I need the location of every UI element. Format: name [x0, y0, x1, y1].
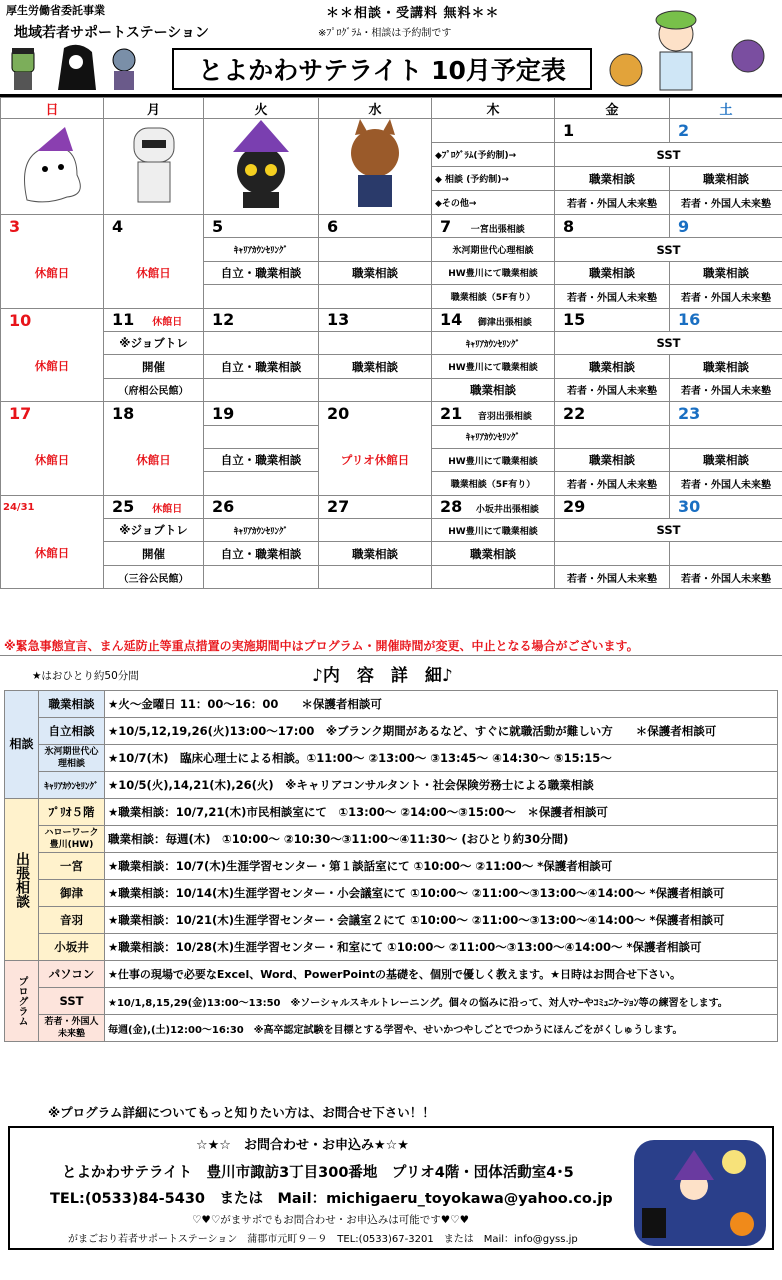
date-28-note: 小坂井出張相談	[475, 505, 539, 516]
detail-ichinomiya: ★職業相談：10/7(木)生涯学習センター・第１談話室にて ①10:00～ ②11:00～ *保護者相談可	[105, 853, 778, 880]
label-mito: 御津	[39, 880, 105, 907]
event-hikawa: 氷河期世代心理相談	[432, 238, 555, 261]
event-career: ｷｬﾘｱｶｳﾝｾﾘﾝｸﾞ	[204, 238, 319, 261]
date-9: 9	[670, 215, 782, 238]
date-4: 4	[104, 215, 204, 238]
event-job: 職業相談	[319, 355, 432, 378]
event-hw: HW豊川にて職業相談	[432, 355, 555, 378]
ghost-illustration	[1, 119, 104, 215]
date-7-number: 7	[440, 216, 452, 236]
day-header-wed: 水	[319, 98, 432, 119]
date-23: 23	[670, 402, 782, 425]
event-hw: HW豊川にて職業相談	[432, 519, 555, 542]
star-note: ★はおひとり約50分間	[32, 670, 139, 682]
date-21-number: 21	[440, 403, 463, 423]
event-jobtr: ※ジョブトレ	[104, 519, 204, 542]
detail-young: 毎週(金),(土)12:00～16:30 ※高卒認定試験を目標とする学習や、せいかつやしごとでつかうにほんごをがくしゅうします。	[105, 1015, 778, 1042]
event-sst: SST	[555, 238, 782, 261]
date-11	[104, 308, 204, 331]
gamasapo-contact: がまごおり若者サポートステーション 蒲郡市元町９－９ TEL:(0533)67-3201 または Mail：info@gyss.jp	[68, 1234, 578, 1245]
legend-other: ◆その他→	[432, 191, 555, 215]
closed-day: 休館日	[1, 238, 104, 308]
date-11-note: 休館日	[152, 317, 183, 329]
werewolf-illustration	[319, 119, 432, 215]
date-5: 5	[204, 215, 319, 238]
date-14-note: 御津出張相談	[477, 318, 532, 329]
event-young: 若者・外国人未来塾	[555, 472, 670, 495]
event-jobtr: ※ジョブトレ	[104, 331, 204, 354]
free-notice: ＊＊相談・受講料 無料＊＊	[326, 6, 500, 21]
date-18: 18	[104, 402, 204, 425]
contact-phone-mail: TEL:(0533)84-5430 または Mail：michigaeru_toyokawa@yahoo.co.jp	[50, 1191, 613, 1207]
event-place: （府相公民館）	[104, 378, 204, 401]
label-pc: パソコン	[39, 961, 105, 988]
event-sst: SST	[555, 143, 782, 167]
event-job: 職業相談	[670, 355, 782, 378]
date-20: 20	[319, 402, 432, 425]
emergency-warning: ※緊急事態宣言、まん延防止等重点措置の実施期間中はプログラム・開催時間が変更、中止となる場合がございます。	[4, 639, 639, 653]
event-job: 職業相談	[432, 378, 555, 401]
event-job: 職業相談	[670, 448, 782, 471]
event-jiritsu: 自立・職業相談	[204, 448, 319, 471]
event-young: 若者・外国人未来塾	[670, 378, 782, 401]
date-3: 3	[1, 215, 104, 238]
event-kaisai: 開催	[104, 355, 204, 378]
calendar	[0, 97, 782, 589]
event-jiritsu: 自立・職業相談	[204, 542, 319, 565]
detail-title: ♪内 容 詳 細♪	[312, 666, 453, 686]
halloween-illustration	[634, 1140, 766, 1246]
date-7-note: 一宮出張相談	[470, 224, 525, 235]
label-kozakai: 小坂井	[39, 934, 105, 961]
label-job: 職業相談	[39, 691, 105, 718]
date-27: 27	[319, 495, 432, 518]
cat-illustration	[204, 119, 319, 215]
date-7	[432, 215, 555, 238]
event-young: 若者・外国人未来塾	[555, 285, 670, 308]
event-young: 若者・外国人未来塾	[670, 565, 782, 588]
mummy-illustration	[104, 119, 204, 215]
day-header-sun: 日	[1, 98, 104, 119]
detail-hw: 職業相談：毎週(木) ①10:00～ ②10:30～③11:00～④11:30～ (おひとり約30分間)	[105, 826, 778, 853]
event-job: 職業相談	[670, 167, 782, 191]
detail-purio: ★職業相談：10/7,21(木)市民相談室にて ①13:00～ ②14:00～③15:00～ ＊保護者相談可	[105, 799, 778, 826]
date-14	[432, 308, 555, 331]
detail-job: ★火～金曜日 11：00～16：00 ＊保護者相談可	[105, 691, 778, 718]
event-young: 若者・外国人未来塾	[555, 378, 670, 401]
label-hw: ハローワーク豊川(HW)	[39, 826, 105, 853]
event-job: 職業相談	[319, 261, 432, 284]
label-career: ｷｬﾘｱｶｳﾝｾﾘﾝｸﾞ	[39, 772, 105, 799]
label-hikawa: 氷河期世代心理相談	[39, 745, 105, 772]
date-29: 29	[555, 495, 670, 518]
date-22: 22	[555, 402, 670, 425]
character-illustrations	[608, 8, 778, 94]
event-job: 職業相談	[555, 261, 670, 284]
event-career: ｷｬﾘｱｶｳﾝｾﾘﾝｸﾞ	[204, 519, 319, 542]
date-24-31: 24/31	[1, 495, 104, 518]
details-table	[4, 690, 778, 1042]
date-25-number: 25	[112, 497, 135, 517]
event-jiritsu: 自立・職業相談	[204, 355, 319, 378]
reservation-note: ※ﾌﾟﾛｸﾞﾗﾑ・相談は予約制です	[318, 28, 452, 39]
date-1: 1	[555, 119, 670, 143]
event-place: （三谷公民館）	[104, 565, 204, 588]
date-19: 19	[204, 402, 319, 425]
detail-hikawa: ★10/7(木) 臨床心理士による相談。①11:00～ ②13:00～ ③13:45～ ④14:30～ ⑤15:15～	[105, 745, 778, 772]
detail-sst: ★10/1,8,15,29(金)13:00～13:50 ※ソーシャルスキルトレーニング。個々の悩みに沿って、対人ﾏﾅｰやｺﾐｭﾆｹｰｼｮﾝ等の練習をします。	[105, 988, 778, 1015]
date-28-number: 28	[440, 497, 463, 517]
date-21-note: 音羽出張相談	[477, 411, 532, 422]
date-10: 10	[1, 308, 104, 331]
detail-mito: ★職業相談：10/14(木)生涯学習センター・小会議室にて ①10:00～ ②11:00～③13:00～④14:00～ *保護者相談可	[105, 880, 778, 907]
date-2: 2	[670, 119, 782, 143]
label-young: 若者・外国人未来塾	[39, 1015, 105, 1042]
event-hw: HW豊川にて職業相談	[432, 448, 555, 471]
date-25-note: 休館日	[152, 504, 183, 516]
date-21	[432, 402, 555, 425]
date-28	[432, 495, 555, 518]
detail-career: ★10/5(火),14,21(木),26(火) ※キャリアコンサルタント・社会保険労務士による職業相談	[105, 772, 778, 799]
label-jiritsu: 自立相談	[39, 718, 105, 745]
closed-day: 休館日	[104, 425, 204, 495]
event-hw: HW豊川にて職業相談	[432, 261, 555, 284]
date-26: 26	[204, 495, 319, 518]
event-jiritsu: 自立・職業相談	[204, 261, 319, 284]
closed-day: 休館日	[1, 519, 104, 589]
gamasapo-note: ♡♥♡がまサポでもお問合わせ・お申込みは可能です♥♡♥	[192, 1214, 469, 1226]
footer-note: ※プログラム詳細についてもっと知りたい方は、お問合せ下さい！！	[48, 1105, 435, 1120]
event-career: ｷｬﾘｱｶｳﾝｾﾘﾝｸﾞ	[432, 331, 555, 354]
event-job: 職業相談	[432, 542, 555, 565]
category-program: プログラム	[5, 961, 39, 1042]
event-job: 職業相談	[555, 355, 670, 378]
event-sst: SST	[555, 331, 782, 354]
date-25	[104, 495, 204, 518]
event-job5f: 職業相談（5F有り）	[432, 285, 555, 308]
event-job5f: 職業相談（5F有り）	[432, 472, 555, 495]
closed-day: 休館日	[1, 425, 104, 495]
day-header-sat: 土	[670, 98, 782, 119]
event-kaisai: 開催	[104, 542, 204, 565]
date-16: 16	[670, 308, 782, 331]
page-title: とよかわサテライト 10月予定表	[172, 48, 592, 90]
event-job: 職業相談	[319, 542, 432, 565]
event-job: 職業相談	[670, 261, 782, 284]
contact-heading: ☆★☆ お問合わせ・お申込み★☆★	[196, 1138, 409, 1153]
label-otowa: 音羽	[39, 907, 105, 934]
date-12: 12	[204, 308, 319, 331]
closed-day: 休館日	[1, 331, 104, 401]
legend-consult: ◆ 相談 (予約制)→	[432, 167, 555, 191]
event-young: 若者・外国人未来塾	[555, 565, 670, 588]
detail-otowa: ★職業相談：10/21(木)生涯学習センター・会議室２にて ①10:00～ ②11:00～③13:00～④14:00～ *保護者相談可	[105, 907, 778, 934]
event-sst: SST	[555, 519, 782, 542]
date-11-number: 11	[112, 310, 135, 330]
day-header-tue: 火	[204, 98, 319, 119]
label-ichinomiya: 一宮	[39, 853, 105, 880]
contact-address: とよかわサテライト 豊川市諏訪3丁目300番地 プリオ4階・団体活動室4･5	[62, 1165, 574, 1181]
event-career: ｷｬﾘｱｶｳﾝｾﾘﾝｸﾞ	[432, 425, 555, 448]
day-header-fri: 金	[555, 98, 670, 119]
sponsor-label: 厚生労働省委託事業	[6, 4, 105, 17]
day-header-thu: 木	[432, 98, 555, 119]
detail-pc: ★仕事の現場で必要なExcel、Word、PowerPointの基礎を、個別で優しく教えます。★日時はお問合せ下さい。	[105, 961, 778, 988]
date-14-number: 14	[440, 310, 463, 330]
station-name: 地域若者サポートステーション	[14, 25, 210, 41]
event-young: 若者・外国人未来塾	[670, 472, 782, 495]
day-header-mon: 月	[104, 98, 204, 119]
date-15: 15	[555, 308, 670, 331]
label-purio: ﾌﾟﾘｵ５階	[39, 799, 105, 826]
date-30: 30	[670, 495, 782, 518]
event-job: 職業相談	[555, 448, 670, 471]
date-13: 13	[319, 308, 432, 331]
date-8: 8	[555, 215, 670, 238]
label-sst: SST	[39, 988, 105, 1015]
category-consult: 相談	[5, 691, 39, 799]
closed-day: 休館日	[104, 238, 204, 308]
event-young: 若者・外国人未来塾	[670, 191, 782, 215]
date-6: 6	[319, 215, 432, 238]
purio-closed: プリオ休館日	[319, 425, 432, 495]
legend-program: ◆ﾌﾟﾛｸﾞﾗﾑ(予約制)→	[432, 143, 555, 167]
event-young: 若者・外国人未来塾	[670, 285, 782, 308]
detail-jiritsu: ★10/5,12,19,26(火)13:00～17:00 ※ブランク期間があるなど、すぐに就職活動が難しい方 ＊保護者相談可	[105, 718, 778, 745]
category-outreach: 出張相談	[5, 799, 39, 961]
event-job: 職業相談	[555, 167, 670, 191]
monster-illustrations	[4, 42, 164, 94]
date-17: 17	[1, 402, 104, 425]
event-young: 若者・外国人未来塾	[555, 191, 670, 215]
detail-kozakai: ★職業相談：10/28(木)生涯学習センター・和室にて ①10:00～ ②11:00～③13:00～④14:00～ *保護者相談可	[105, 934, 778, 961]
